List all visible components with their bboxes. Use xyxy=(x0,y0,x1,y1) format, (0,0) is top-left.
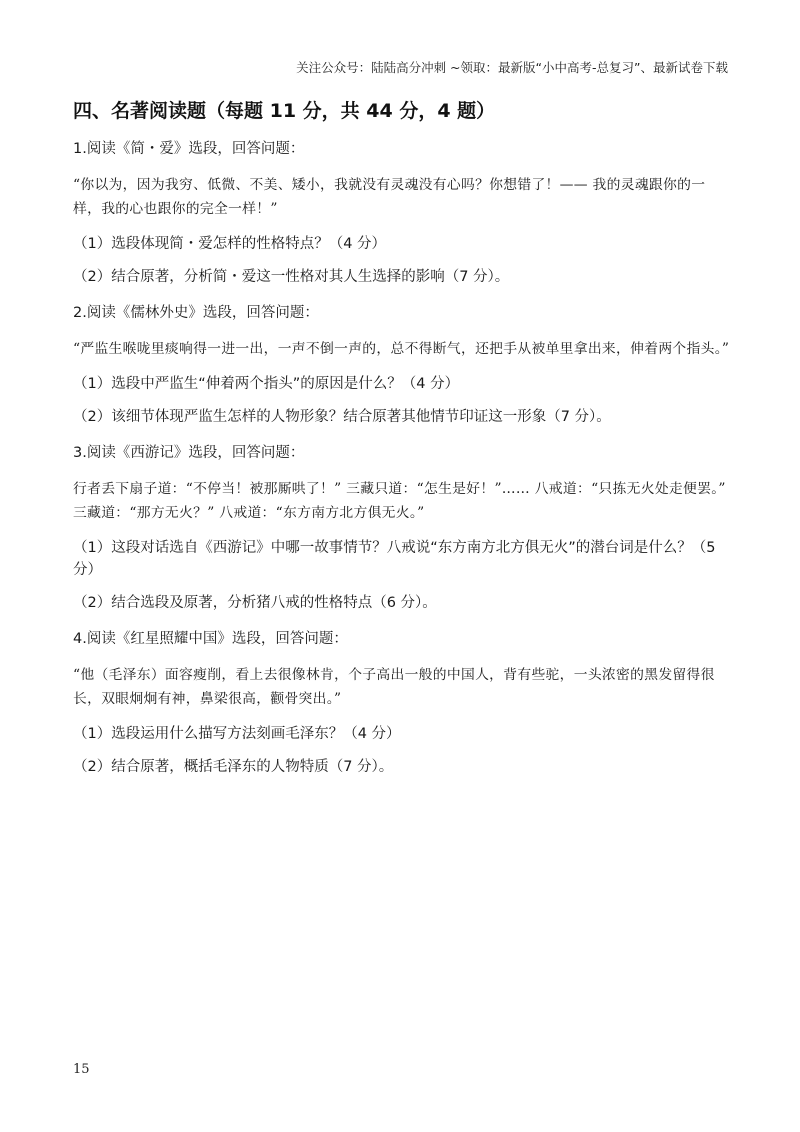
sub-question: （2）结合原著，概括毛泽东的人物特质（7 分）。 xyxy=(73,759,394,775)
sub-question: （1）选段体现简・爱怎样的性格特点？（4 分） xyxy=(73,236,387,252)
question-2 xyxy=(73,302,733,428)
page-number: 15 xyxy=(73,1062,90,1077)
section-title: 四、名著阅读题（每题 11 分，共 44 分，4 题） xyxy=(73,100,496,122)
sub-question: （1）这段对话选自《西游记》中哪一故事情节？八戒说“东方南方北方俱无火”的潜台词是什么？（5 分） xyxy=(73,540,716,578)
question-quote: 行者丢下扇子道：“不停当！被那厮哄了！” 三藏只道：“怎生是好！”…… 八戒道：“只拣无火处走便罢。” 三藏道：“那方无火？” 八戒道：“东方南方北方俱无火。” xyxy=(73,481,726,521)
question-heading: 1.阅读《简・爱》选段，回答问题： xyxy=(73,141,305,157)
question-heading: 3.阅读《西游记》选段，回答问题： xyxy=(73,445,305,461)
question-3 xyxy=(73,442,733,614)
sub-question: （2）该细节体现严监生怎样的人物形象？结合原著其他情节印证这一形象（7 分）。 xyxy=(73,409,611,425)
question-quote: “他（毛泽东）面容瘦削，看上去很像林肯，个子高出一般的中国人，背有些驼，一头浓密的黑发留得很长，双眼炯炯有神，鼻梁很高，颧骨突出。” xyxy=(73,667,715,707)
sub-question: （2）结合选段及原著，分析猪八戒的性格特点（6 分）。 xyxy=(73,595,437,611)
question-quote: “严监生喉咙里痰响得一进一出，一声不倒一声的，总不得断气，还把手从被单里拿出来，伸着两个指头。” xyxy=(73,341,730,357)
sub-question: （2）结合原著，分析简・爱这一性格对其人生选择的影响（7 分）。 xyxy=(73,269,510,285)
question-1 xyxy=(73,138,733,288)
header-note: 关注公众号：陆陆高分冲刺 ~领取：最新版“小中高考-总复习”、最新试卷下载 xyxy=(296,60,728,75)
sub-question: （1）选段中严监生“伸着两个指头”的原因是什么？（4 分） xyxy=(73,376,460,392)
question-heading: 2.阅读《儒林外史》选段，回答问题： xyxy=(73,305,319,321)
question-heading: 4.阅读《红星照耀中国》选段，回答问题： xyxy=(73,631,348,647)
question-4 xyxy=(73,628,733,778)
questions-content xyxy=(73,138,733,792)
sub-question: （1）选段运用什么描写方法刻画毛泽东？（4 分） xyxy=(73,726,401,742)
question-quote: “你以为，因为我穷、低微、不美、矮小，我就没有灵魂没有心吗？你想错了！—— 我的灵魂跟你的一样，我的心也跟你的完全一样！” xyxy=(73,177,706,217)
